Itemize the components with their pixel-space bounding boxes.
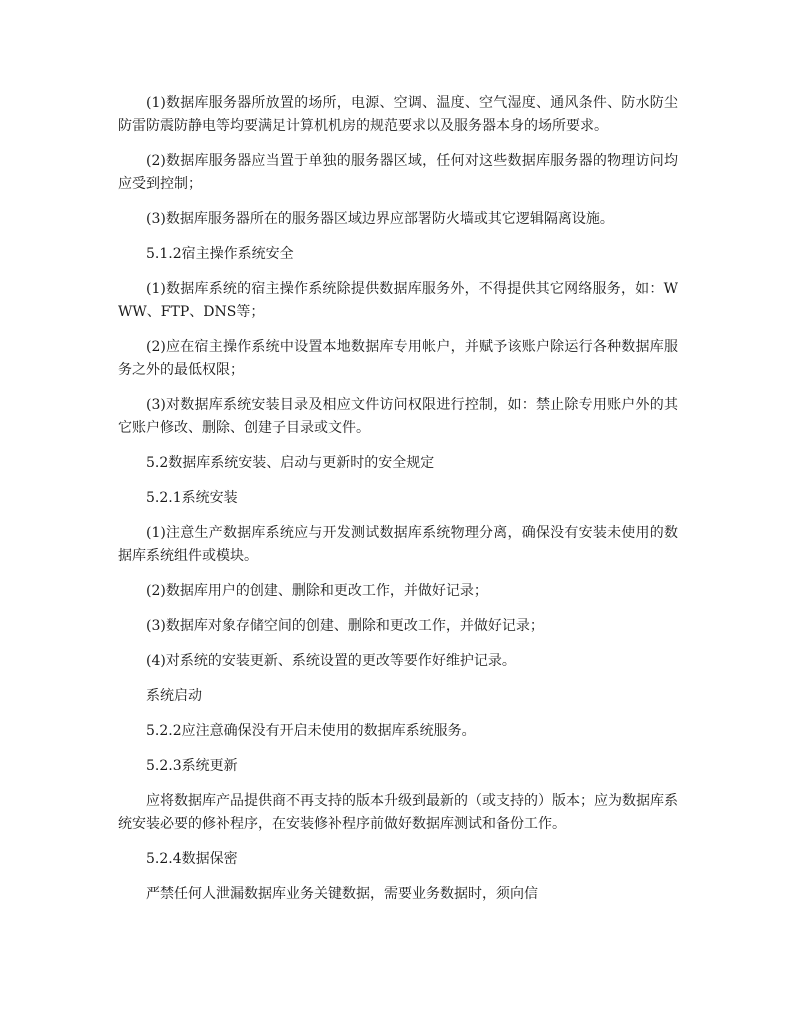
para-dedicated-account: (2)应在宿主操作系统中设置本地数据库专用帐户，并赋予该账户除运行各种数据库服务之外的最低权限； — [118, 339, 678, 378]
heading-5-2-1: 5.2.1系统安装 — [146, 490, 238, 506]
para-maintenance-records: (4)对系统的安装更新、系统设置的更改等要作好维护记录。 — [146, 653, 516, 669]
heading-system-startup: 系统启动 — [146, 688, 202, 704]
para-firewall: (3)数据库服务器所在的服务器区域边界应部署防火墙或其它逻辑隔离设施。 — [146, 211, 614, 227]
para-server-location: (1)数据库服务器所放置的场所，电源、空调、温度、空气湿度、通风条件、防水防尘防雷防震防静电等均要满足计算机机房的规范要求以及服务器本身的场所要求。 — [118, 95, 678, 134]
para-user-records: (2)数据库用户的创建、删除和更改工作，并做好记录； — [146, 583, 488, 599]
para-server-area: (2)数据库服务器应当置于单独的服务器区域，任何对这些数据库服务器的物理访问均应受到控制； — [118, 153, 678, 192]
para-storage-records: (3)数据库对象存储空间的创建、删除和更改工作，并做好记录； — [146, 618, 544, 634]
para-system-update: 应将数据库产品提供商不再支持的版本升级到最新的（或支持的）版本；应为数据库系统安装必要的修补程序，在安装修补程序前做好数据库测试和备份工作。 — [118, 793, 678, 832]
document-body — [118, 92, 678, 918]
para-host-services: (1)数据库系统的宿主操作系统除提供数据库服务外，不得提供其它网络服务，如：WWW、FTP、DNS等； — [118, 281, 678, 320]
para-directory-permissions: (3)对数据库系统安装目录及相应文件访问权限进行控制，如：禁止除专用账户外的其它账户修改、删除、创建子目录或文件。 — [118, 397, 678, 436]
heading-5-2: 5.2数据库系统安装、启动与更新时的安全规定 — [146, 455, 435, 471]
heading-5-1-2: 5.1.2宿主操作系统安全 — [146, 246, 294, 262]
para-data-confidentiality: 严禁任何人泄漏数据库业务关键数据，需要业务数据时，须向信 — [146, 886, 538, 902]
para-physical-separation: (1)注意生产数据库系统应与开发测试数据库系统物理分离，确保没有安装未使用的数据库系统组件或模块。 — [118, 525, 678, 564]
heading-5-2-4: 5.2.4数据保密 — [146, 851, 238, 867]
heading-5-2-2: 5.2.2应注意确保没有开启未使用的数据库系统服务。 — [146, 723, 476, 739]
heading-5-2-3: 5.2.3系统更新 — [146, 758, 238, 774]
